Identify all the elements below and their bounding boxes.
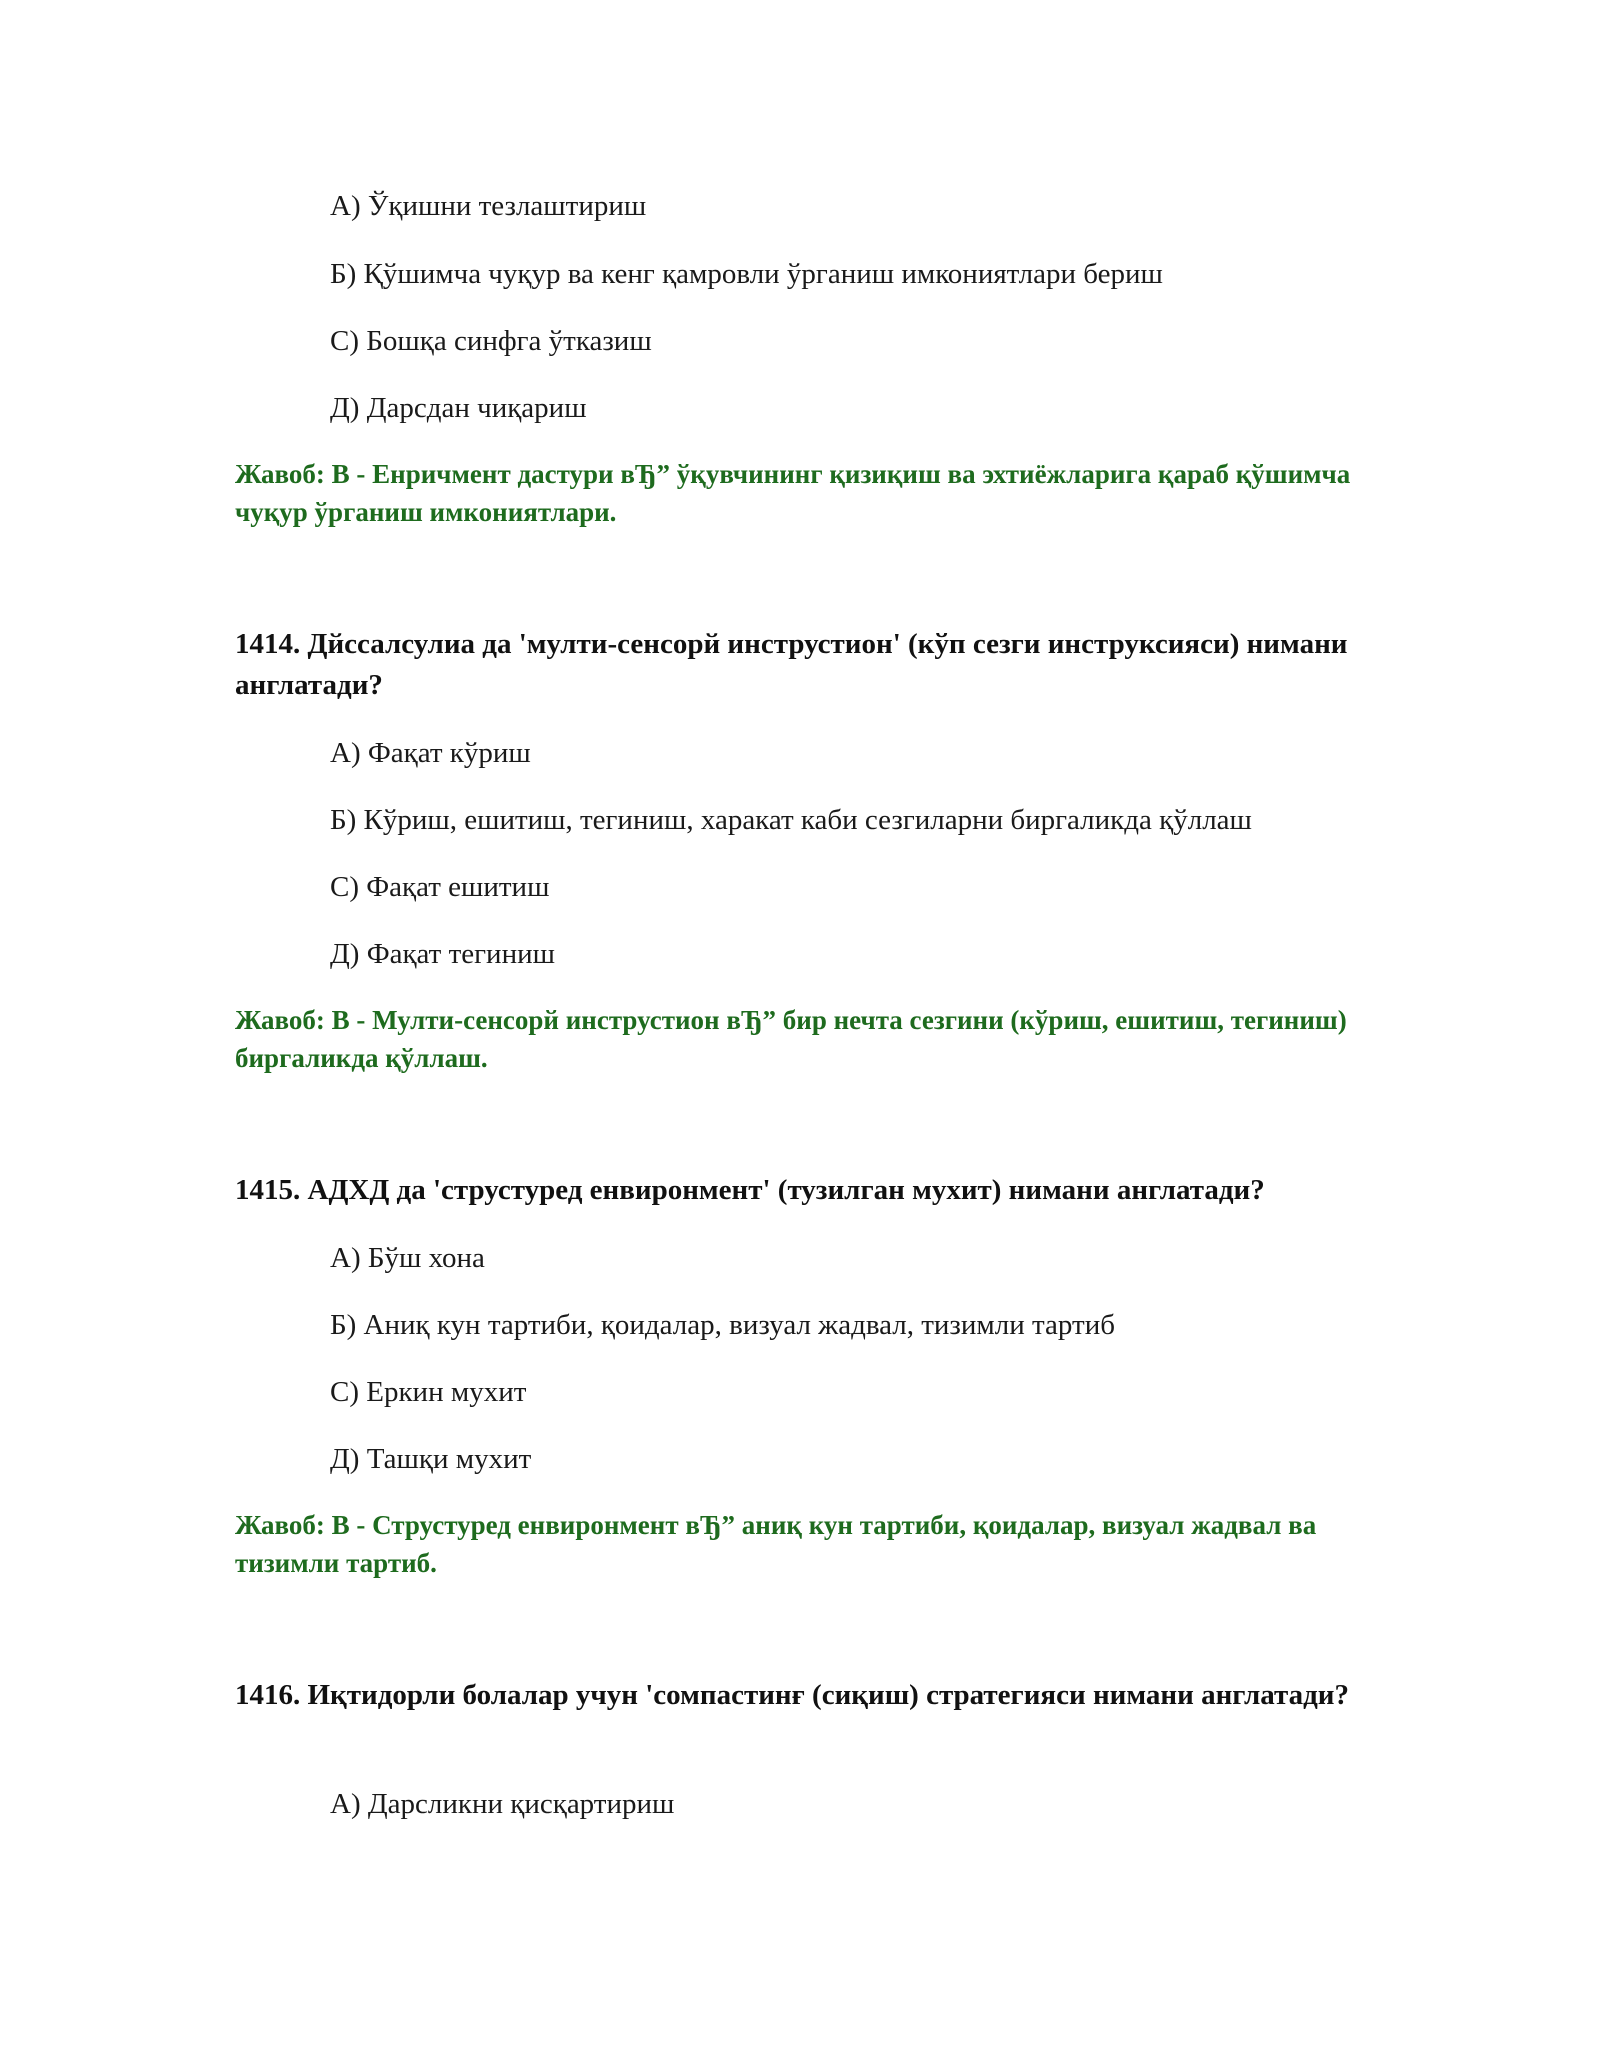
option-d: Д) Дарсдан чиқариш xyxy=(330,392,587,424)
option-c: С) Бошқа синфга ўтказиш xyxy=(330,325,652,357)
option-c: С) Еркин мухит xyxy=(330,1376,527,1408)
option-a: А) Дарсликни қисқартириш xyxy=(330,1788,675,1820)
option-b: Б) Қўшимча чуқур ва кенг қамровли ўрганиш имкониятлари бериш xyxy=(330,258,1163,290)
answer-text: Жавоб: B - Мулти-сенсорй инструстион вЂ” бир нечта сезгини (кўриш, ешитиш, тегиниш) биргаликда қўллаш. xyxy=(235,1005,1347,1073)
question-1415: 1415. АДХД да 'струстуред енвиронмент' (тузилган мухит) нимани англатади? xyxy=(235,1174,1265,1206)
option-b: Б) Аниқ кун тартиби, қоидалар, визуал жадвал, тизимли тартиб xyxy=(330,1309,1115,1341)
option-a: А) Фақат кўриш xyxy=(330,737,531,769)
option-a: А) Бўш хона xyxy=(330,1242,485,1274)
option-b: Б) Кўриш, ешитиш, тегиниш, харакат каби сезгиларни биргаликда қўллаш xyxy=(330,804,1252,836)
option-d: Д) Фақат тегиниш xyxy=(330,938,555,970)
question-1416: 1416. Иқтидорли болалар учун 'сомпастинғ (сиқиш) стратегияси нимани англатади? xyxy=(235,1679,1349,1711)
option-a: А) Ўқишни тезлаштириш xyxy=(330,190,647,222)
answer-text: Жавоб: B - Енричмент дастури вЂ” ўқувчининг қизиқиш ва эхтиёжларига қараб қўшимча чуқур ўрганиш имкониятлари. xyxy=(235,459,1351,527)
option-d: Д) Ташқи мухит xyxy=(330,1443,532,1475)
answer-text: Жавоб: B - Струстуред енвиронмент вЂ” аниқ кун тартиби, қоидалар, визуал жадвал ва тизимли тартиб. xyxy=(235,1510,1317,1578)
option-c: С) Фақат ешитиш xyxy=(330,871,550,903)
question-1414: 1414. Дйссалсулиа да 'мулти-сенсорй инструстион' (кўп сезги инструксияси) нимани англатади? xyxy=(235,628,1348,701)
